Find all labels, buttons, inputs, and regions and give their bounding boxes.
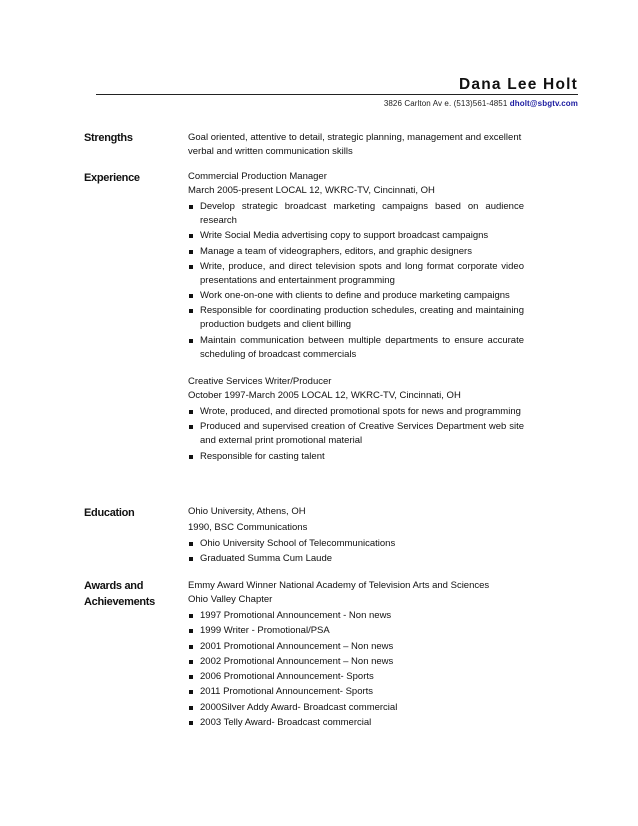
list-item: Work one-on-one with clients to define and produce marketing campaigns xyxy=(188,289,524,303)
list-item: Responsible for casting talent xyxy=(188,450,524,464)
job-duties-list xyxy=(188,405,524,464)
awards-list xyxy=(188,609,524,730)
awards-heading-line2: Achievements xyxy=(84,596,155,608)
job-title: Creative Services Writer/Producer xyxy=(188,376,332,388)
address-phone: 3826 Carlton Av e. (513)561-4851 xyxy=(383,99,508,108)
list-item: 2000Silver Addy Award- Broadcast commercial xyxy=(188,701,524,715)
job-title: Commercial Production Manager xyxy=(188,171,327,182)
school-name: Ohio University, Athens, OH xyxy=(188,506,306,517)
award-chapter: Ohio Valley Chapter xyxy=(188,594,273,605)
list-item: Responsible for coordinating production schedules, creating and maintaining production budgets and client billing xyxy=(188,304,524,332)
list-item: 2002 Promotional Announcement – Non news xyxy=(188,655,524,669)
list-item: 2006 Promotional Announcement- Sports xyxy=(188,670,524,684)
list-item: 2003 Telly Award- Broadcast commercial xyxy=(188,716,524,730)
education-body xyxy=(188,505,524,568)
awards-heading xyxy=(84,578,155,610)
experience-body xyxy=(188,170,524,465)
list-item: 1999 Writer - Promotional/PSA xyxy=(188,624,524,638)
list-item: Write Social Media advertising copy to support broadcast campaigns xyxy=(188,229,524,243)
resume-name: Dana Lee Holt xyxy=(459,76,578,93)
strengths-text: Goal oriented, attentive to detail, strategic planning, management and excellent verbal and written communication skills xyxy=(188,132,522,157)
list-item: 2011 Promotional Announcement- Sports xyxy=(188,685,524,699)
list-item: Ohio University School of Telecommunications xyxy=(188,537,524,551)
awards-body xyxy=(188,579,524,731)
job-duties-list xyxy=(188,200,524,362)
list-item: Develop strategic broadcast marketing campaigns based on audience research xyxy=(188,200,524,228)
education-list xyxy=(188,537,524,566)
strengths-body xyxy=(188,131,524,159)
list-item: Produced and supervised creation of Creative Services Department web site and external print promotional material xyxy=(188,420,524,448)
awards-heading-line1: Awards and xyxy=(84,580,144,592)
list-item: Wrote, produced, and directed promotional spots for news and programming xyxy=(188,405,524,419)
experience-heading: Experience xyxy=(84,172,140,184)
job-dates-location: March 2005-present LOCAL 12, WKRC-TV, Cincinnati, OH xyxy=(188,185,435,196)
award-line: Emmy Award Winner National Academy of Television Arts and Sciences xyxy=(188,580,490,591)
list-item: Manage a team of videographers, editors, and graphic designers xyxy=(188,245,524,259)
header-divider xyxy=(96,94,578,95)
contact-line xyxy=(384,99,578,108)
list-item: 2001 Promotional Announcement – Non news xyxy=(188,640,524,654)
email-link[interactable]: dholt@sbgtv.com xyxy=(509,99,578,108)
list-item: Graduated Summa Cum Laude xyxy=(188,552,524,566)
degree: 1990, BSC Communications xyxy=(188,522,308,533)
list-item: Maintain communication between multiple departments to ensure accurate scheduling of broadcast commercials xyxy=(188,334,524,362)
job-dates-location: October 1997-March 2005 LOCAL 12, WKRC-TV, Cincinnati, OH xyxy=(188,390,461,402)
strengths-heading: Strengths xyxy=(84,132,133,144)
list-item: 1997 Promotional Announcement - Non news xyxy=(188,609,524,623)
education-heading: Education xyxy=(84,507,135,519)
list-item: Write, produce, and direct television spots and long format corporate video presentations and entertainment programming xyxy=(188,260,524,288)
